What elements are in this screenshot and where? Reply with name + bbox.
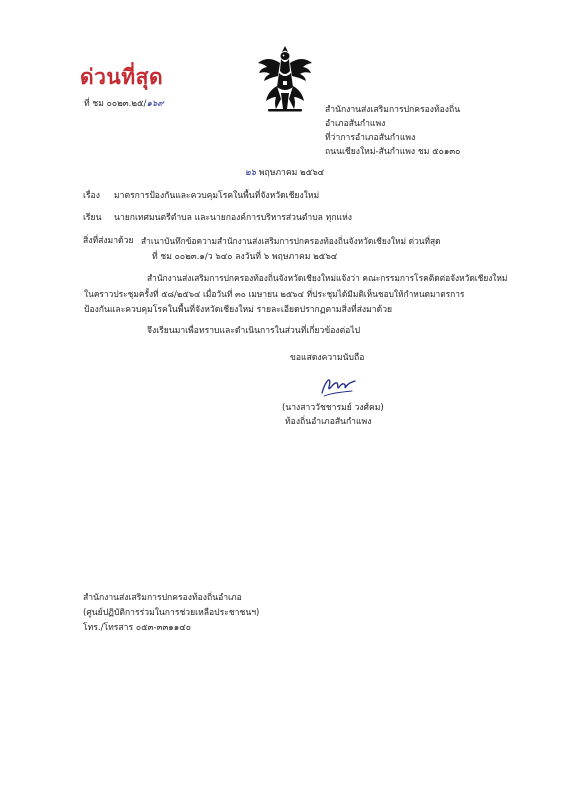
body-paragraph-line: สำนักงานส่งเสริมการปกครองท้องถิ่นจังหวัดเชียงใหม่แจ้งว่า คณะกรรมการโรคติดต่อจังหวัดเชียงใหม่ [147, 273, 508, 283]
urgency-stamp: ด่วนที่สุด [80, 64, 164, 89]
document-number-printed: ที่ ชม ๐๐๒๓.๒๕/ [84, 99, 147, 109]
footer-line: (ศูนย์ปฏิบัติการร่วมในการช่วยเหลือประชาชนฯ) [83, 608, 260, 618]
footer-line: สำนักงานส่งเสริมการปกครองท้องถิ่นอำเภอ [83, 593, 242, 603]
garuda-emblem-icon [254, 43, 316, 113]
signature-icon [318, 371, 358, 399]
recipient-label: เรียน [83, 213, 102, 223]
footer-line: โทร./โทรสาร ๐๕๓-๓๓๑๑๔๐ [83, 623, 191, 633]
enclosure-label: สิ่งที่ส่งมาด้วย [83, 236, 134, 246]
subject-text: มาตรการป้องกันและควบคุมโรคในพื้นที่จังหวัดเชียงใหม่ [114, 191, 320, 201]
sender-address [325, 103, 460, 159]
sender-address-line: อำเภอสันกำแพง [325, 119, 386, 129]
signer-title: ท้องถิ่นอำเภอสันกำแพง [285, 417, 372, 427]
document-number-handwritten: ๑๖๙ [146, 99, 164, 109]
subject-label: เรื่อง [83, 191, 100, 201]
closing-paragraph: จึงเรียนมาเพื่อทราบและดำเนินการในส่วนที่เกี่ยวข้องต่อไป [147, 326, 361, 336]
body-paragraph-line: ในคราวประชุมครั้งที่ ๕๘/๒๕๖๔ เมื่อวันที่ ๓๐ เมษายน ๒๕๖๔ ที่ประชุมได้มีมติเห็นชอบให้กำหนดมาตรการ [84, 289, 465, 299]
footer-contact [83, 591, 259, 636]
sender-address-line: ถนนเชียงใหม่-สันกำแพง ชม ๕๐๑๓๐ [325, 147, 461, 157]
sender-address-line: ที่ว่าการอำเภอสันกำแพง [325, 133, 416, 143]
body-paragraph-line: ป้องกันและควบคุมโรคในพื้นที่จังหวัดเชียงใหม่ รายละเอียดปรากฏตามสิ่งที่ส่งมาด้วย [84, 305, 393, 315]
complimentary-close: ขอแสดงความนับถือ [290, 353, 365, 363]
letter-date [245, 168, 324, 178]
recipient-text: นายกเทศมนตรีตำบล และนายกองค์การบริหารส่วนตำบล ทุกแห่ง [114, 213, 352, 223]
document-number [84, 99, 164, 109]
sender-address-line: สำนักงานส่งเสริมการปกครองท้องถิ่น [325, 105, 461, 115]
date-day-handwritten: ๒๖ [245, 168, 257, 178]
enclosure-line-2: ที่ ชม ๐๐๒๓.๑/ว ๖๔๐ ลงวันที่ ๖ พฤษภาคม ๒๕๖๔ [152, 252, 338, 262]
enclosure-line-1: สำเนาบันทึกข้อความสำนักงานส่งเสริมการปกครองท้องถิ่นจังหวัดเชียงใหม่ ด่วนที่สุด [141, 236, 441, 246]
signer-name: (นางสาววัชชารมย์ วงศ์คม) [282, 403, 384, 413]
date-month-year: พฤษภาคม ๒๕๖๔ [258, 168, 325, 178]
